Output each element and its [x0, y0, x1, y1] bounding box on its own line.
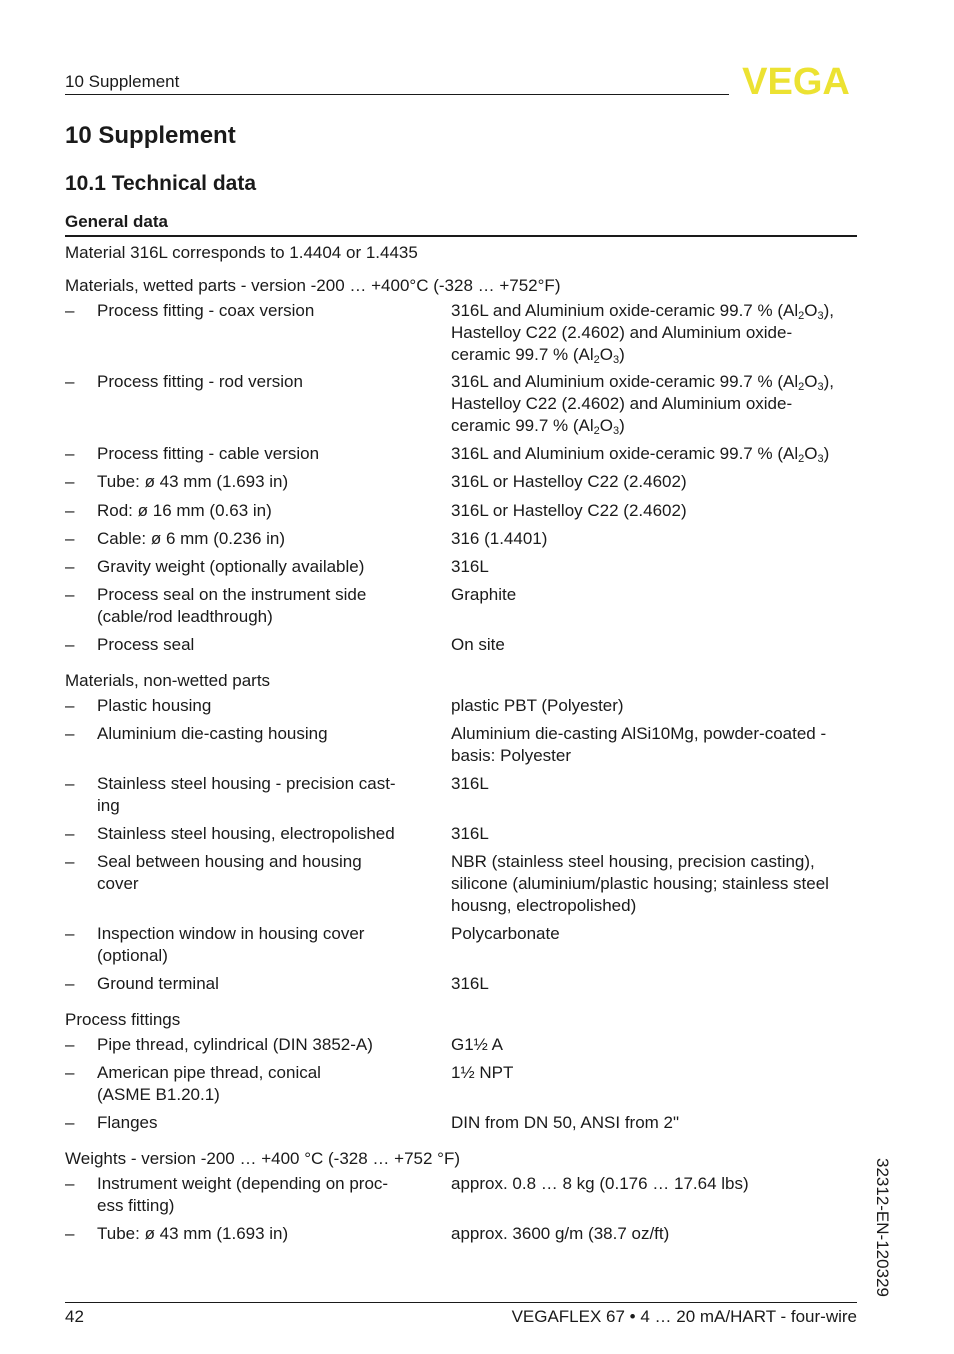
footer-divider [65, 1302, 857, 1303]
spec-value: plastic PBT (Polyester) [451, 696, 624, 715]
spec-value: approx. 3600 g/m (38.7 oz/ft) [451, 1224, 670, 1243]
spec-label: Stainless steel housing - precision cast- ing [97, 774, 396, 815]
spec-label: Process seal [97, 635, 195, 654]
nonwetted-heading: Materials, non-wetted parts [65, 671, 271, 690]
vega-logo [734, 64, 858, 98]
spec-label: Cable: ø 6 mm (0.236 in) [97, 529, 286, 548]
spec-label: Plastic housing [97, 696, 212, 715]
spec-label: Stainless steel housing, electropolished [97, 824, 395, 843]
spec-value: 316 (1.4401) [451, 529, 548, 548]
spec-label: Process fitting - cable version [97, 444, 320, 463]
spec-value: 316L or Hastelloy C22 (2.4602) [451, 472, 687, 491]
section-title: 10.1 Technical data [65, 172, 257, 195]
spec-label: Tube: ø 43 mm (1.693 in) [97, 1224, 289, 1243]
spec-label: Aluminium die-casting housing [97, 724, 328, 743]
spec-label: Process seal on the instrument side (cable/rod leadthrough) [97, 585, 367, 626]
spec-label: Rod: ø 16 mm (0.63 in) [97, 501, 272, 520]
spec-value: 316L [451, 974, 489, 993]
spec-label: Process fitting - coax version [97, 301, 315, 320]
section-divider [65, 235, 857, 237]
dash: – [65, 1063, 75, 1082]
spec-label: Tube: ø 43 mm (1.693 in) [97, 472, 289, 491]
dash: – [65, 852, 75, 871]
material-note: Material 316L corresponds to 1.4404 or 1.4435 [65, 243, 418, 262]
dash: – [65, 1113, 75, 1132]
dash: – [65, 372, 75, 391]
weights-heading: Weights - version -200 … +400 °C (-328 … +752 °F) [65, 1149, 461, 1168]
dash: – [65, 301, 75, 320]
fittings-heading: Process fittings [65, 1010, 181, 1029]
document-code: 32312-EN-120329 [873, 1158, 892, 1297]
spec-value: 316L and Aluminium oxide-ceramic 99.7 % $(Al_2O_3)$ [451, 444, 830, 465]
dash: – [65, 724, 75, 743]
spec-value: G1½ A [451, 1035, 503, 1054]
running-header: 10 Supplement [65, 72, 180, 91]
spec-value: Graphite [451, 585, 517, 604]
dash: – [65, 696, 75, 715]
general-data-heading: General data [65, 212, 168, 231]
page-title: 10 Supplement [65, 122, 236, 149]
dash: – [65, 774, 75, 793]
dash: – [65, 1174, 75, 1193]
spec-value: Aluminium die-casting AlSi10Mg, powder-coated - basis: Polyester [451, 724, 827, 765]
header-divider [65, 94, 729, 95]
dash: – [65, 635, 75, 654]
spec-label: Ground terminal [97, 974, 219, 993]
spec-label: Pipe thread, cylindrical (DIN 3852-A) [97, 1035, 373, 1054]
spec-value: DIN from DN 50, ANSI from 2" [451, 1113, 680, 1132]
spec-value: NBR (stainless steel housing, precision casting), silicone (aluminium/plastic housing; stainless steel housng, electropolished) [451, 852, 829, 915]
page-number: 42 [65, 1307, 84, 1326]
dash: – [65, 585, 75, 604]
product-name: VEGAFLEX 67 • 4 … 20 mA/HART - four-wire [511, 1307, 857, 1326]
spec-value: 316L and Aluminium oxide-ceramic 99.7 % $(Al_2O_3)$, Hastelloy C22 (2.4602) and Aluminium oxide- ceramic 99.7 % $(Al_2O_3)$ [451, 301, 834, 366]
dash: – [65, 472, 75, 491]
spec-label: Seal between housing and housing cover [97, 852, 362, 893]
vega-logo-text: VEGA [742, 64, 850, 98]
spec-value: On site [451, 635, 505, 654]
spec-label: Instrument weight (depending on proc- ess fitting) [97, 1174, 389, 1215]
spec-label: Flanges [97, 1113, 158, 1132]
dash: – [65, 529, 75, 548]
spec-label: American pipe thread, conical (ASME B1.20.1) [97, 1063, 321, 1104]
dash: – [65, 1224, 75, 1243]
dash: – [65, 824, 75, 843]
spec-value: Polycarbonate [451, 924, 560, 943]
spec-label: Inspection window in housing cover (optional) [97, 924, 365, 965]
dash: – [65, 557, 75, 576]
dash: – [65, 924, 75, 943]
spec-value: 316L [451, 774, 489, 793]
spec-value: 316L [451, 824, 489, 843]
spec-value: 316L and Aluminium oxide-ceramic 99.7 % $(Al_2O_3)$, Hastelloy C22 (2.4602) and Aluminium oxide- ceramic 99.7 % $(Al_2O_3)$ [451, 372, 834, 437]
spec-label: Process fitting - rod version [97, 372, 303, 391]
dash: – [65, 974, 75, 993]
dash: – [65, 1035, 75, 1054]
spec-label: Gravity weight (optionally available) [97, 557, 365, 576]
spec-value: 316L [451, 557, 489, 576]
spec-value: approx. 0.8 … 8 kg (0.176 … 17.64 lbs) [451, 1174, 749, 1193]
dash: – [65, 501, 75, 520]
spec-value: 1½ NPT [451, 1063, 514, 1082]
dash: – [65, 444, 75, 463]
wetted-heading: Materials, wetted parts - version -200 … +400°C (-328 … +752°F) [65, 276, 561, 295]
spec-value: 316L or Hastelloy C22 (2.4602) [451, 501, 687, 520]
